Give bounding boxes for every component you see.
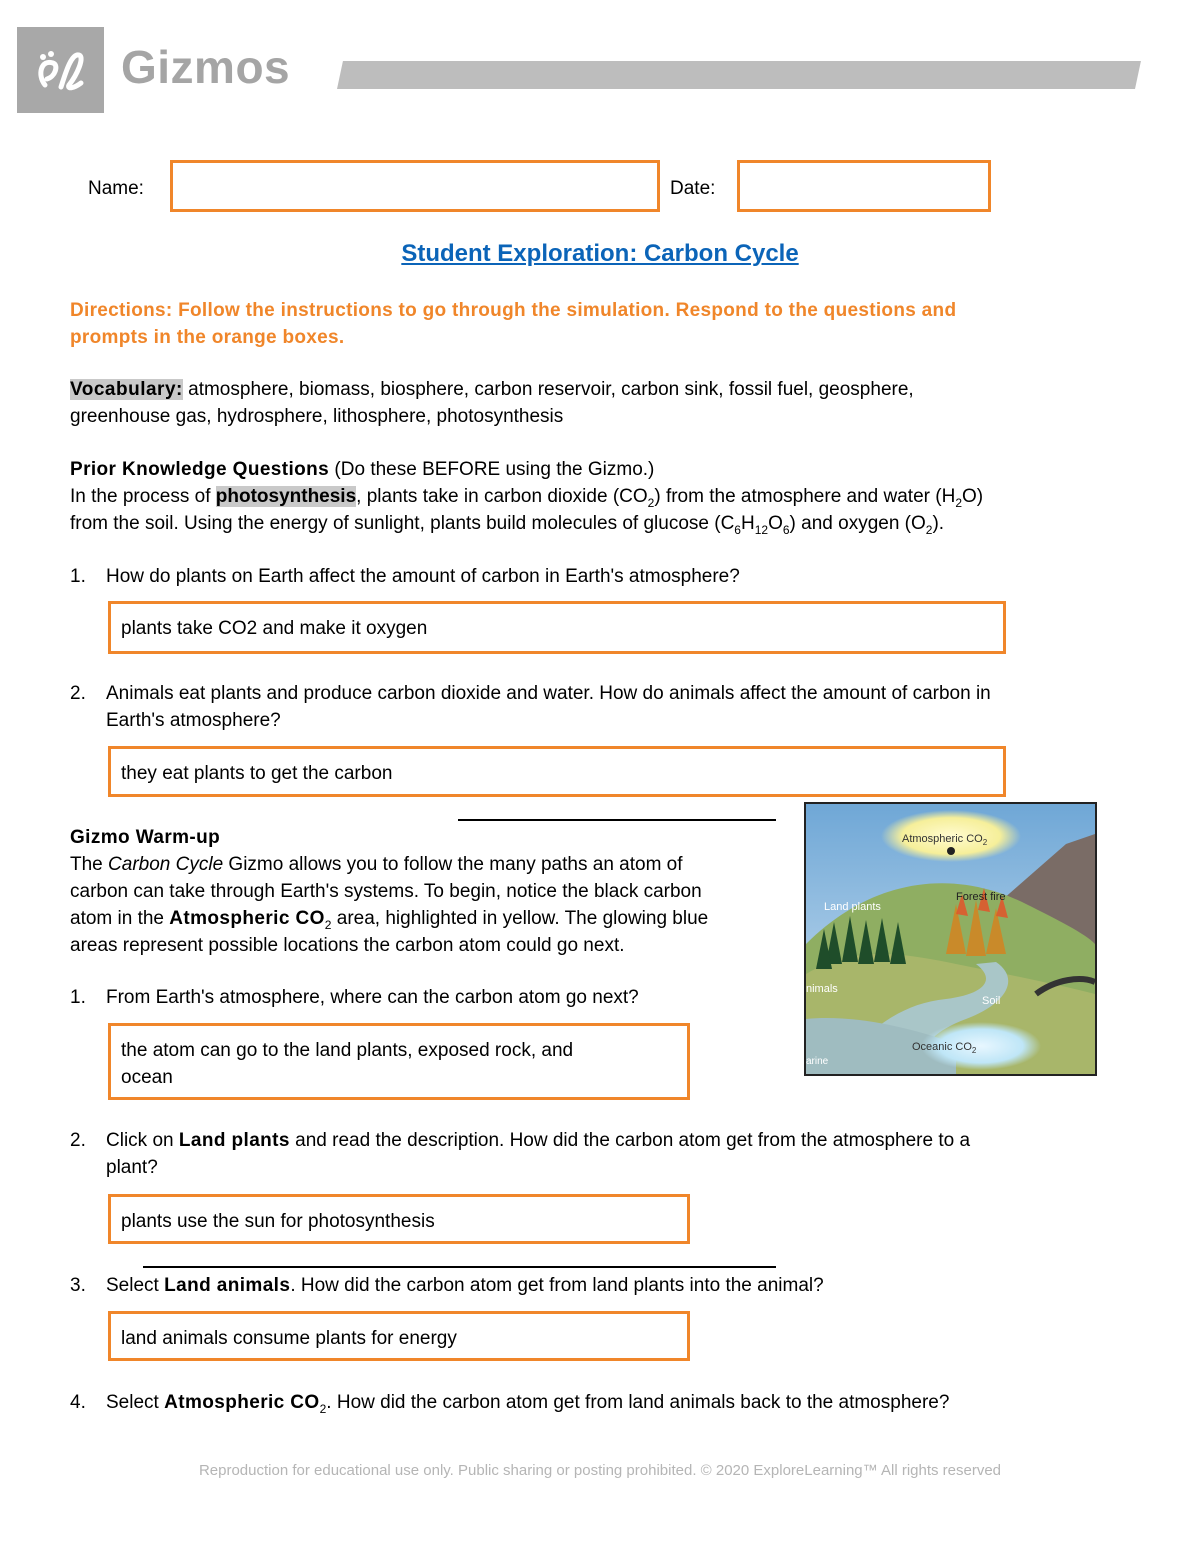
carbon-cycle-gizmo-image (804, 802, 1097, 1076)
divider-line-2 (143, 1266, 776, 1268)
svg-text:Atmospheric CO2: Atmospheric $CO_2$ (902, 833, 988, 847)
warmup-q1-text: From Earth's atmosphere, where can the carbon atom go next? (106, 987, 639, 1008)
name-label: Name: (88, 178, 144, 199)
prior-q1-number: 1. (70, 566, 86, 587)
label-oceanic: Oceanic CO (912, 1041, 972, 1053)
vocabulary (70, 376, 1140, 430)
directions-line2: prompts in the orange boxes. (70, 327, 345, 348)
warmup-q1-number: 1. (70, 987, 86, 1008)
photosynthesis-term: photosynthesis (215, 486, 357, 507)
prior-answer-2[interactable]: they eat plants to get the carbon (108, 746, 1006, 797)
divider-line (458, 819, 776, 821)
label-marine: arine (806, 1056, 829, 1067)
prior-heading: Prior Knowledge Questions (70, 459, 330, 480)
prior-paragraph-line1: In the process of photosynthesis, plants take in carbon dioxide $(CO_2)$ from the atmosphere and water $(H_2O)$ (70, 486, 984, 510)
prior-q2-number: 2. (70, 683, 86, 704)
warmup-answer-2[interactable]: plants use the sun for photosynthesis (108, 1194, 690, 1244)
date-field[interactable] (737, 160, 991, 212)
prior-q1-text: How do plants on Earth affect the amount of carbon in Earth's atmosphere? (106, 566, 740, 587)
label-soil: Soil (982, 995, 1001, 1007)
prior-answer-1[interactable]: plants take CO2 and make it oxygen (108, 601, 1006, 654)
directions-line1: Directions: Follow the instructions to go through the simulation. Respond to the questions and (70, 300, 957, 321)
prior-heading-note: (Do these BEFORE using the Gizmo.) (329, 459, 655, 480)
vocabulary-line2: greenhouse gas, hydrosphere, lithosphere, photosynthesis (70, 406, 564, 427)
prior-q2-text: Animals eat plants and produce carbon dioxide and water. How do animals affect the amount of carbon in Earth's atmosphere? (106, 683, 991, 731)
warmup-q2-number: 2. (70, 1130, 86, 1151)
warmup-q3-text: Select Land animals. How did the carbon atom get from land plants into the animal? (106, 1275, 824, 1296)
date-label: Date: (670, 178, 716, 199)
prior-knowledge-section (70, 456, 1160, 537)
warmup-heading: Gizmo Warm-up (70, 827, 221, 848)
warmup-section: Gizmo Warm-up The Carbon Cycle Gizmo allows you to follow the many paths an atom of carbon can take through Earth's systems. To begin, notice the black carbon atom in the Atmospheric $CO_2$ area, highlighted in yellow. The glowing blue areas represent possible locations the carbon atom could go next. (70, 824, 800, 959)
vocabulary-line1: atmosphere, biomass, biosphere, carbon reservoir, carbon sink, fossil fuel, geosphere, (182, 379, 914, 400)
warmup-q2-text: Click on Land plants and read the description. How did the carbon atom get from the atmosphere to a plant? (106, 1130, 971, 1178)
label-atmospheric: Atmospheric CO (902, 833, 983, 845)
directions (70, 297, 1130, 351)
warmup-q4-number: 4. (70, 1392, 86, 1413)
footer-copyright: Reproduction for educational use only. Public sharing or posting prohibited. © 2020 ExploreLearning™ All rights reserved (198, 1462, 1002, 1479)
warmup-q3-number: 3. (70, 1275, 86, 1296)
header-bar (337, 61, 1141, 89)
name-field[interactable] (170, 160, 660, 212)
label-land-plants: Land plants (824, 901, 881, 913)
warmup-answer-1[interactable]: the atom can go to the land plants, exposed rock, and ocean (108, 1023, 690, 1100)
page-title: Student Exploration: Carbon Cycle (401, 240, 799, 267)
brand-name: Gizmos (121, 41, 291, 93)
label-forest-fire: Forest fire (956, 891, 1006, 903)
svg-text:Oceanic CO2: Oceanic $CO_2$ (912, 1041, 977, 1055)
label-animals: nimals (806, 983, 838, 995)
warmup-q4-text: Select Atmospheric $CO_2$. How did the carbon atom get from land animals back to the atmosphere? (106, 1392, 950, 1416)
prior-paragraph-line2: from the soil. Using the energy of sunlight, plants build molecules of glucose $(C_6H_{12}O_6)$ and oxygen $(O_2)$. (70, 513, 945, 537)
vocabulary-label: Vocabulary: (70, 379, 183, 400)
warmup-answer-3[interactable]: land animals consume plants for energy (108, 1311, 690, 1361)
explorelearning-logo-icon (17, 27, 104, 113)
